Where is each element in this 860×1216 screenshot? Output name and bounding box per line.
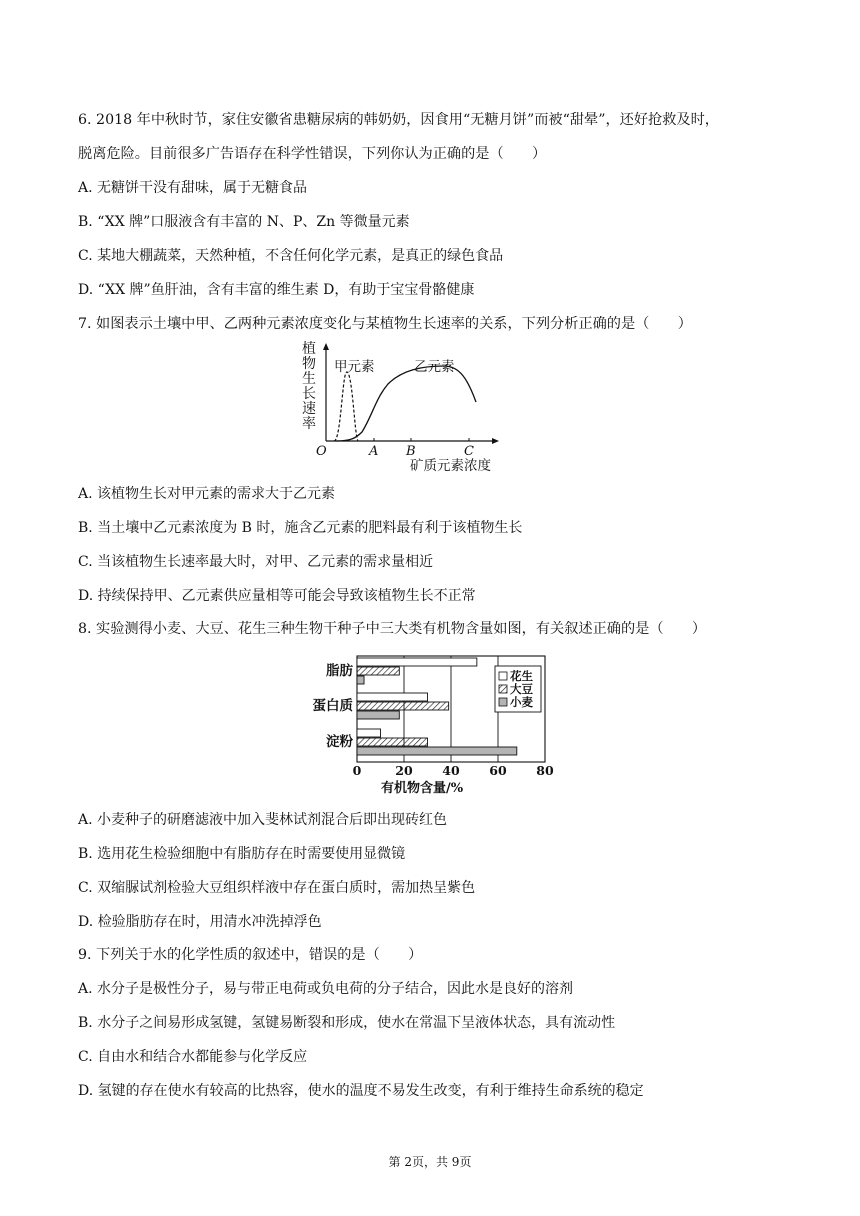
bar-大豆 bbox=[357, 667, 399, 675]
bar-小麦 bbox=[357, 747, 517, 755]
q8-stem: 8. 实验测得小麦、大豆、花生三种生物干种子中三大类有机物含量如图，有关叙述正确的是（ ） bbox=[78, 621, 707, 637]
x-axis-arrow bbox=[492, 438, 499, 444]
curve-yi bbox=[336, 366, 476, 441]
q6-stem-line1: 6. 2018 年中秋时节，家住安徽省患糖尿病的韩奶奶，因食用“无糖月饼”而被“甜晕”，还好抢救及时， bbox=[78, 112, 719, 128]
legend-swatch-大豆 bbox=[499, 685, 507, 693]
legend-label-大豆: 大豆 bbox=[510, 682, 533, 696]
chart-tick-label: 80 bbox=[536, 763, 554, 778]
curve-jia bbox=[334, 372, 358, 441]
bar-花生 bbox=[357, 729, 381, 737]
q9-stem: 9. 下列关于水的化学性质的叙述中，错误的是（ ） bbox=[78, 947, 423, 963]
legend-label-花生: 花生 bbox=[510, 669, 533, 683]
q9-option-d: D. 氢键的存在使水有较高的比热容，使水的温度不易发生改变，有利于维持生命系统的稳定 bbox=[78, 1083, 644, 1099]
y-axis-label-char: 生 bbox=[302, 371, 316, 387]
q7-option-c: C. 当该植物生长速率最大时，对甲、乙元素的需求量相近 bbox=[78, 554, 434, 570]
chart-category-label: 脂肪 bbox=[326, 663, 353, 679]
y-axis-label-char: 物 bbox=[302, 356, 316, 372]
chart-tick-label: 40 bbox=[442, 763, 460, 778]
q9-option-c: C. 自由水和结合水都能参与化学反应 bbox=[78, 1049, 308, 1065]
q7-option-d: D. 持续保持甲、乙元素供应量相等可能会导致该植物生长不正常 bbox=[78, 588, 476, 604]
q7-option-b: B. 当土壤中乙元素浓度为 B 时，施含乙元素的肥料最有利于该植物生长 bbox=[78, 520, 523, 536]
q7-stem: 7. 如图表示土壤中甲、乙两种元素浓度变化与某植物生长速率的关系，下列分析正确的是（ ） bbox=[78, 316, 692, 332]
chart-tick-label: 60 bbox=[489, 763, 507, 778]
organic-matter-bar-chart bbox=[305, 650, 565, 796]
q9-option-a: A. 水分子是极性分子，易与带正电荷或负电荷的分子结合，因此水是良好的溶剂 bbox=[78, 981, 574, 997]
chart-tick-label: 0 bbox=[352, 763, 362, 778]
q6-stem-line2: 脱离危险。目前很多广告语存在科学性错误，下列你认为正确的是（ ） bbox=[78, 146, 547, 162]
y-axis-label-char: 植 bbox=[302, 341, 316, 357]
x-axis-label: 矿质元素浓度 bbox=[410, 458, 491, 474]
q6-option-d: D. “XX 牌”鱼肝油，含有丰富的维生素 D，有助于宝宝骨骼健康 bbox=[78, 282, 475, 298]
tick-c-label: C bbox=[464, 444, 474, 459]
bar-小麦 bbox=[357, 676, 364, 684]
chart-tick-label: 20 bbox=[395, 763, 413, 778]
q7-option-a: A. 该植物生长对甲元素的需求大于乙元素 bbox=[78, 486, 336, 502]
q8-option-a: A. 小麦种子的研磨滤液中加入斐林试剂混合后即出现砖红色 bbox=[78, 812, 448, 828]
page-footer: 第 2页，共 9页 bbox=[388, 1155, 472, 1169]
q8-option-d: D. 检验脂肪存在时，用清水冲洗掉浮色 bbox=[78, 914, 322, 930]
origin-label: O bbox=[316, 444, 327, 459]
curve-label-yi: 乙元素 bbox=[414, 359, 455, 375]
bar-大豆 bbox=[357, 738, 428, 746]
bar-大豆 bbox=[357, 702, 449, 710]
y-axis-label-char: 率 bbox=[302, 416, 316, 432]
chart-x-axis-label: 有机物含量/% bbox=[381, 781, 464, 796]
y-axis-label-char: 速 bbox=[302, 401, 316, 417]
tick-b-label: B bbox=[406, 444, 416, 459]
bar-小麦 bbox=[357, 711, 399, 719]
legend-label-小麦: 小麦 bbox=[510, 695, 533, 709]
q6-option-a: A. 无糖饼干没有甜味，属于无糖食品 bbox=[78, 180, 308, 196]
q8-option-c: C. 双缩脲试剂检验大豆组织样液中存在蛋白质时，需加热呈紫色 bbox=[78, 880, 476, 896]
legend-swatch-小麦 bbox=[499, 698, 507, 706]
chart-category-label: 蛋白质 bbox=[312, 698, 353, 714]
q6-option-b: B. “XX 牌”口服液含有丰富的 N、P、Zn 等微量元素 bbox=[78, 214, 410, 230]
legend-swatch-花生 bbox=[499, 672, 507, 680]
y-axis-arrow bbox=[323, 343, 329, 350]
bar-花生 bbox=[357, 693, 428, 701]
growth-rate-figure bbox=[296, 340, 546, 476]
y-axis-label-char: 长 bbox=[302, 386, 316, 402]
bar-花生 bbox=[357, 658, 477, 666]
chart-category-label: 淀粉 bbox=[326, 734, 353, 750]
q6-option-c: C. 某地大棚蔬菜，天然种植，不含任何化学元素，是真正的绿色食品 bbox=[78, 248, 504, 264]
curve-label-jia: 甲元素 bbox=[334, 359, 375, 375]
q8-option-b: B. 选用花生检验细胞中有脂肪存在时需要使用显微镜 bbox=[78, 846, 406, 862]
tick-a-label: A bbox=[369, 444, 379, 459]
q9-option-b: B. 水分子之间易形成氢键，氢键易断裂和形成，使水在常温下呈液体状态，具有流动性 bbox=[78, 1015, 616, 1031]
